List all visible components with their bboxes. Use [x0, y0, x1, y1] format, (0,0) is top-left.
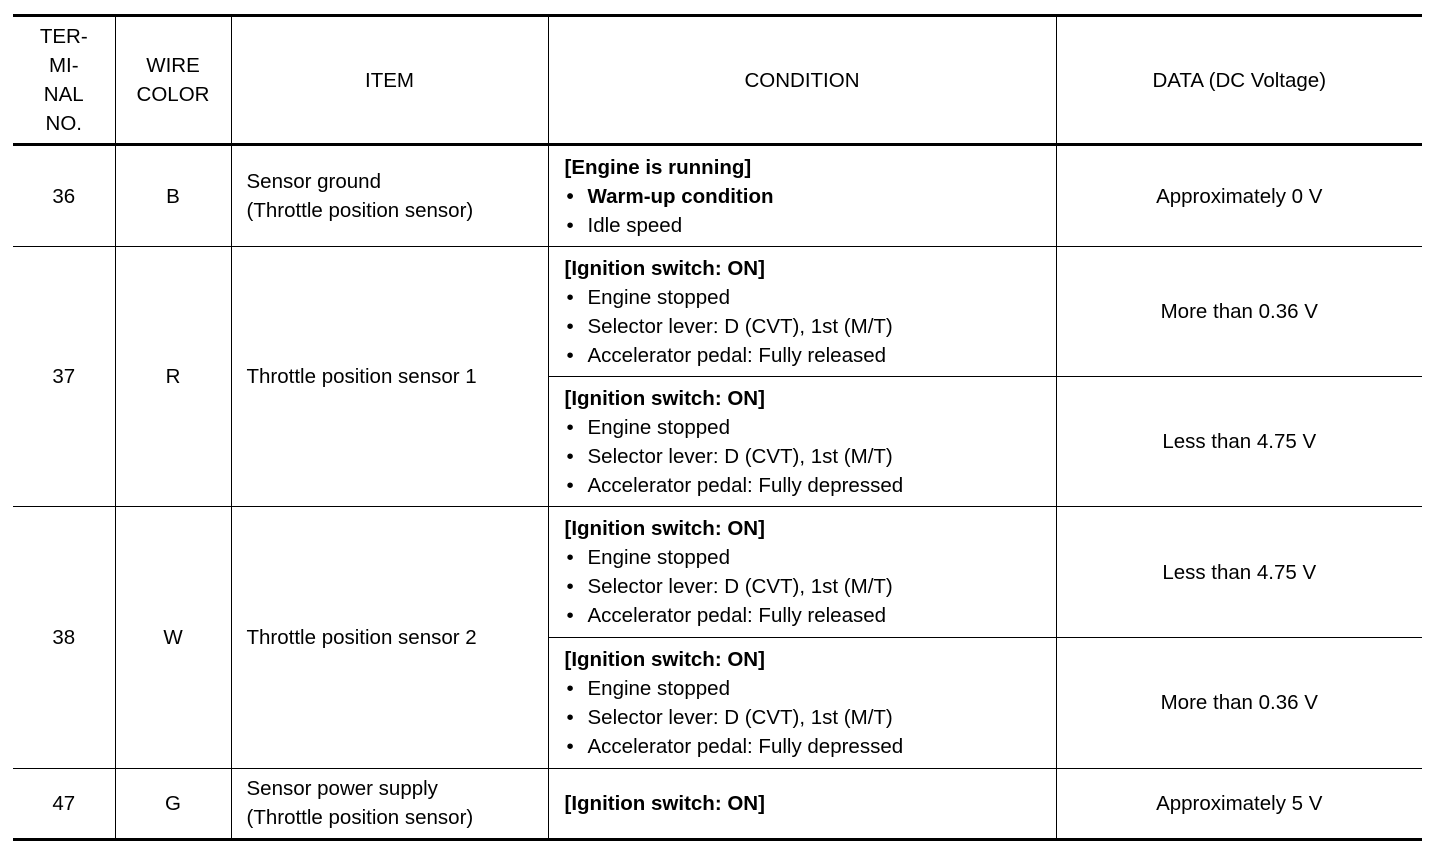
condition-bullet: • Accelerator pedal: Fully released [565, 341, 1056, 370]
wire-color: B [115, 145, 231, 247]
table-row [13, 145, 1422, 247]
condition-bullet: • Selector lever: D (CVT), 1st (M/T) [565, 442, 1056, 471]
condition-bullet: • Engine stopped [565, 283, 1056, 312]
condition-cell [548, 507, 1056, 637]
condition-heading: [Engine is running] [564, 155, 752, 179]
data-cell: Less than 4.75 V [1056, 377, 1422, 507]
table-row [13, 507, 1422, 637]
condition-cell [548, 637, 1056, 768]
condition-bullet: • Selector lever: D (CVT), 1st (M/T) [565, 703, 1056, 732]
header-data: DATA (DC Voltage) [1056, 16, 1422, 145]
header-condition: CONDITION [548, 16, 1056, 145]
condition-heading: [Ignition switch: ON] [564, 647, 765, 671]
terminal-no: 38 [13, 507, 115, 768]
terminal-no: 36 [13, 145, 115, 247]
condition-bullet: • Engine stopped [565, 413, 1056, 442]
item-cell: Throttle position sensor 1 [231, 247, 548, 507]
condition-cell [548, 377, 1056, 507]
data-cell: More than 0.36 V [1056, 637, 1422, 768]
condition-bullet: • Accelerator pedal: Fully depressed [565, 732, 1056, 761]
item-cell: Sensor power supply (Throttle position sensor) [231, 768, 548, 839]
condition-bullet: • Accelerator pedal: Fully depressed [565, 471, 1056, 500]
item-cell: Throttle position sensor 2 [231, 507, 548, 768]
table-row [13, 247, 1422, 377]
wire-color: W [115, 507, 231, 768]
terminal-no: 47 [13, 768, 115, 839]
condition-heading: [Ignition switch: ON] [564, 517, 765, 541]
data-cell: Approximately 0 V [1056, 145, 1422, 247]
condition-heading: [Ignition switch: ON] [564, 791, 765, 815]
table-row [13, 768, 1422, 839]
terminal-spec-table [13, 14, 1422, 841]
condition-bullet: • Engine stopped [565, 674, 1056, 703]
header-wire-color: WIRE COLOR [115, 16, 231, 145]
header-terminal-no: TER- MI- NAL NO. [13, 16, 115, 145]
condition-bullet: • Accelerator pedal: Fully released [565, 601, 1056, 630]
condition-heading: [Ignition switch: ON] [564, 386, 765, 410]
condition-cell [548, 145, 1056, 247]
condition-bullet: • Selector lever: D (CVT), 1st (M/T) [565, 312, 1056, 341]
condition-bullet: • Selector lever: D (CVT), 1st (M/T) [565, 572, 1056, 601]
condition-cell [548, 768, 1056, 839]
condition-cell [548, 247, 1056, 377]
header-item: ITEM [231, 16, 548, 145]
data-cell: Less than 4.75 V [1056, 507, 1422, 637]
header-row [13, 16, 1422, 145]
item-cell: Sensor ground (Throttle position sensor) [231, 145, 548, 247]
data-cell: More than 0.36 V [1056, 247, 1422, 377]
condition-bullet: • Warm-up condition [565, 182, 1056, 211]
wire-color: G [115, 768, 231, 839]
condition-heading: [Ignition switch: ON] [564, 256, 765, 280]
data-cell: Approximately 5 V [1056, 768, 1422, 839]
terminal-no: 37 [13, 247, 115, 507]
wire-color: R [115, 247, 231, 507]
condition-bullet: • Idle speed [565, 211, 1056, 240]
condition-bullet: • Engine stopped [565, 543, 1056, 572]
